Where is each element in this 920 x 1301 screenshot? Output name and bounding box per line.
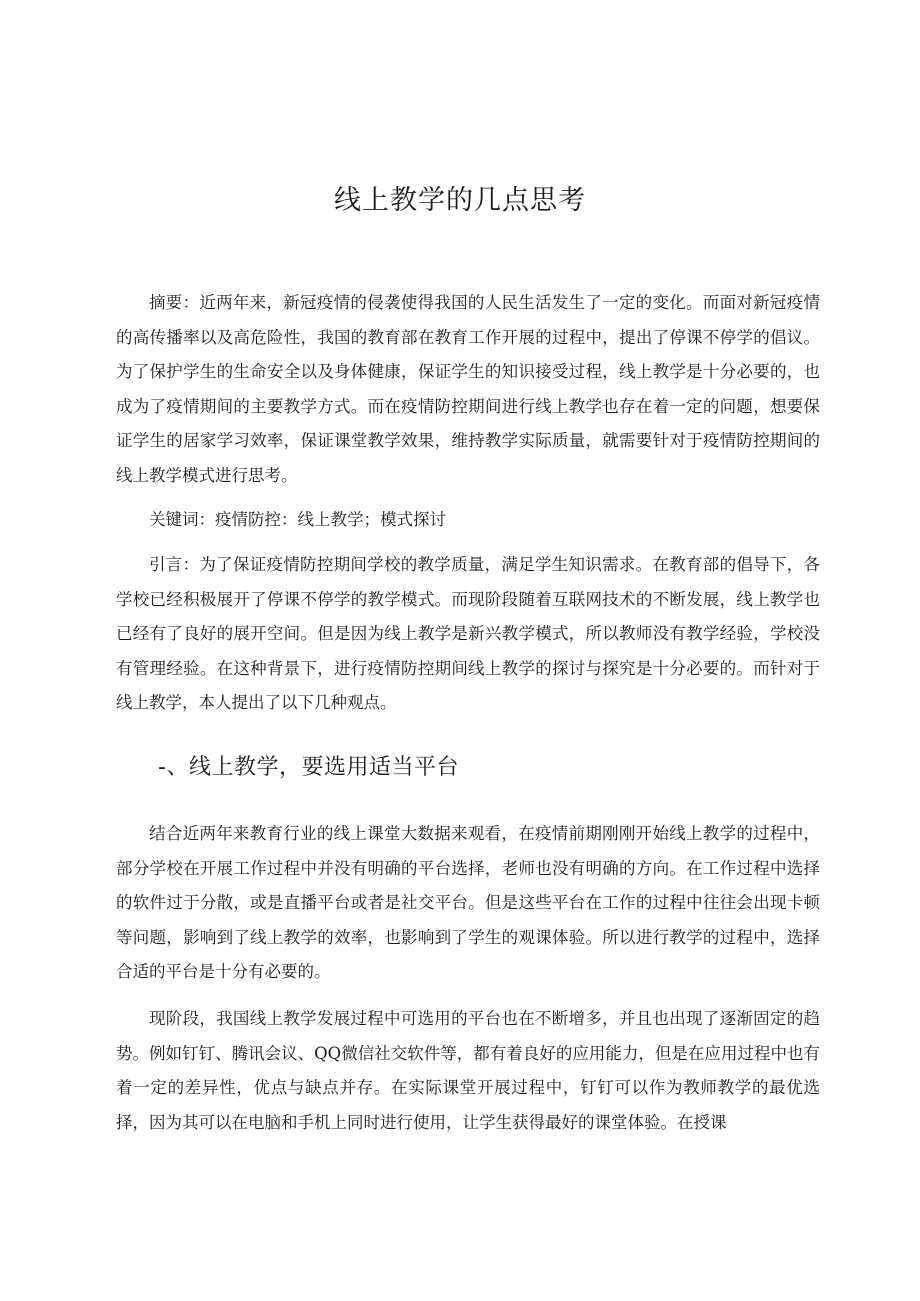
abstract-paragraph: 摘要：近两年来，新冠疫情的侵袭使得我国的人民生活发生了一定的变化。而面对新冠疫情的高传播率以及高危险性，我国的教育部在教育工作开展的过程中，提出了停课不停学的倡议。为了保护学生的生命安全以及身体健康，保证学生的知识接受过程，线上教学是十分必要的，也成为了疫情期间的主要教学方式。而在疫情防控期间进行线上教学也存在着一定的问题，想要保证学生的居家学习效率，保证课堂教学效果，维持教学实际质量，就需要针对于疫情防控期间的线上教学模式进行思考。	[116, 293, 820, 485]
intro-paragraph: 引言：为了保证疫情防控期间学校的教学质量，满足学生知识需求。在教育部的倡导下，各学校已经积极展开了停课不停学的教学模式。而现阶段随着互联网技术的不断发展，线上教学也已经有了良好的展开空间。但是因为线上教学是新兴教学模式，所以教师没有教学经验，学校没有管理经验。在这种背景下，进行疫情防控期间线上教学的探讨与探究是十分必要的。而针对于线上教学，本人提出了以下几种观点。	[116, 555, 820, 712]
document-title: 线上教学的几点思考	[334, 185, 586, 216]
section-1-paragraph-2: 现阶段，我国线上教学发展过程中可选用的平台也在不断增多，并且也出现了逐渐固定的趋势。例如钉钉、腾讯会议、QQ微信社交软件等，都有着良好的应用能力，但是在应用过程中也有着一定的差异性，优点与缺点并存。在实际课堂开展过程中，钉钉可以作为教师教学的最优选择，因为其可以在电脑和手机上同时进行使用，让学生获得最好的课堂体验。在授课	[116, 1009, 820, 1132]
section-1-paragraph-1: 结合近两年来教育行业的线上课堂大数据来观看，在疫情前期刚刚开始线上教学的过程中，部分学校在开展工作过程中并没有明确的平台选择，老师也没有明确的方向。在工作过程中选择的软件过于分散，或是直播平台或者是社交平台。但是这些平台在工作的过程中往往会出现卡顿等问题，影响到了线上教学的效率，也影响到了学生的观课体验。所以进行教学的过程中，选择合适的平台是十分有必要的。	[116, 824, 820, 981]
keywords-line: 关键词：疫情防控：线上教学；模式探讨	[149, 510, 446, 529]
section-1-heading: -、线上教学，要选用适当平台	[158, 755, 459, 780]
